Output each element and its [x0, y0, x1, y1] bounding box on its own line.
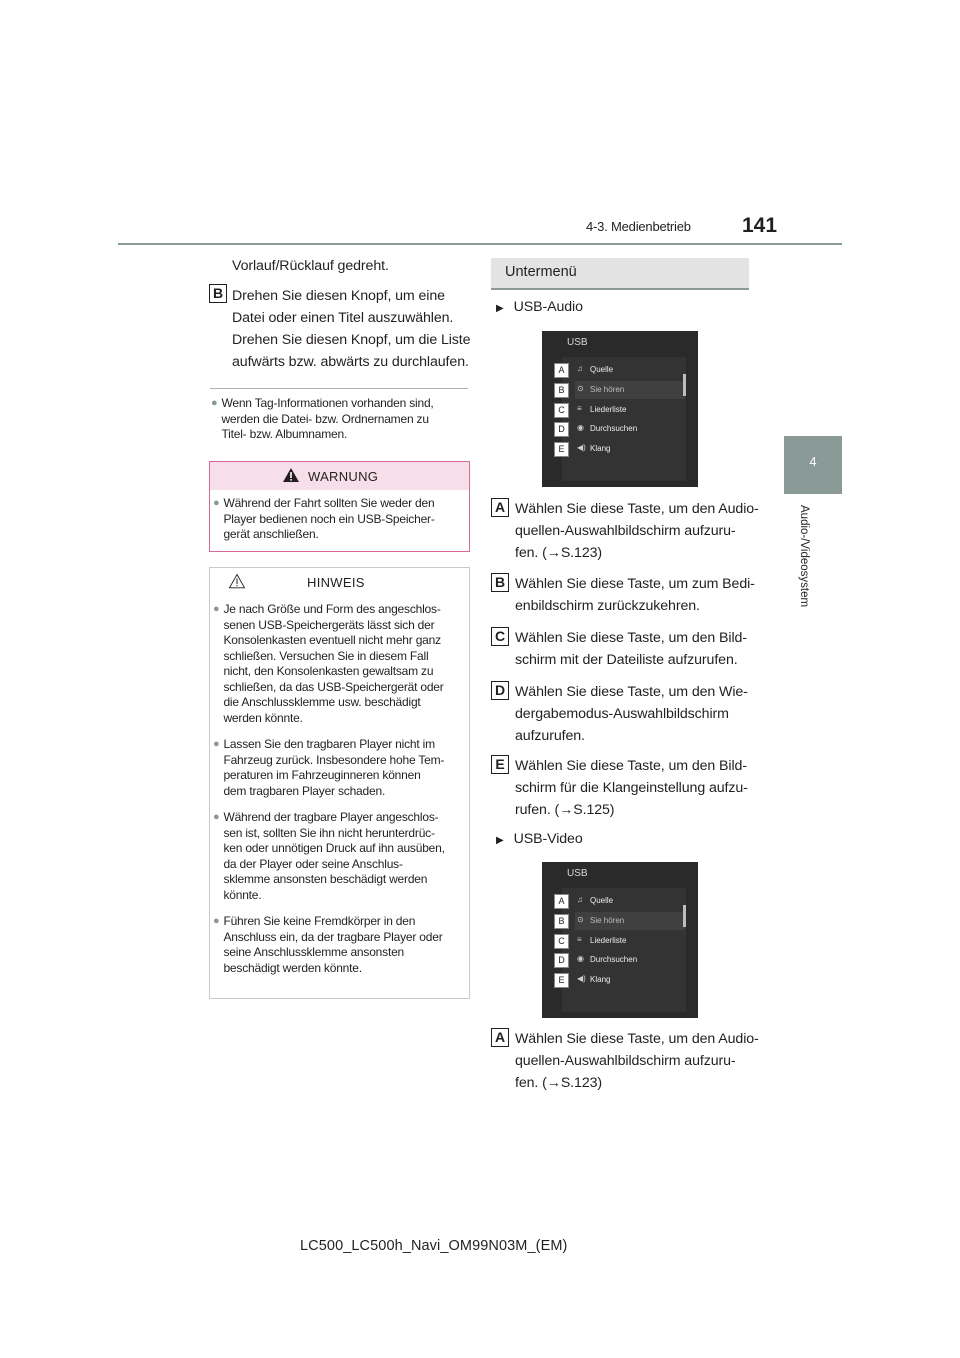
eye-icon: ◉	[577, 423, 584, 432]
screen-badge-e: E	[554, 442, 569, 457]
desc-line: schirm für die Klangeinstellung aufzu-	[515, 780, 748, 796]
hint-line: könnte.	[223, 887, 262, 902]
hint-line: die Anschlussklemme usw. beschädigt	[223, 695, 421, 709]
hint-line: Während der tragbare Player angeschlos-	[223, 810, 439, 824]
menu-item-liederliste[interactable]	[575, 401, 685, 419]
play-circle-icon: ⊙	[577, 384, 584, 393]
triangle-bullet-icon: ▶	[496, 835, 504, 846]
chapter-label	[798, 505, 814, 635]
chapter-tab	[784, 436, 842, 494]
speaker-icon: ◀)	[577, 974, 586, 983]
desc-line: Wählen Sie diese Taste, um zum Bedi-	[515, 576, 755, 592]
hint-line: schließen, da das USB-Speichergerät oder	[223, 679, 444, 694]
desc-a	[515, 498, 759, 564]
hint-line: schließen. Versuchen Sie in diesem Fall	[223, 648, 429, 663]
hint-line: Je nach Größe und Form des angeschlos-	[223, 602, 441, 616]
hint-text	[213, 602, 465, 976]
warning-triangle-icon	[282, 467, 300, 483]
menu-item-sie-hoeren[interactable]	[575, 912, 685, 930]
menu-item-durchsuchen[interactable]	[575, 420, 685, 438]
screen-title: USB	[567, 337, 588, 348]
list-icon: ≡	[577, 935, 582, 944]
source-icon: ♫	[577, 895, 583, 904]
play-circle-icon: ⊙	[577, 915, 584, 924]
menu-item-sie-hoeren[interactable]	[575, 381, 685, 399]
screen-badge-e: E	[554, 973, 569, 988]
hint-line: peraturen im Fahrzeuginneren können	[223, 768, 421, 782]
desc-d	[515, 681, 748, 747]
hint-line: Lassen Sie den tragbaren Player nicht im	[223, 737, 435, 751]
b-line: Drehen Sie diesen Knopf, um eine	[232, 288, 445, 304]
hint-box	[209, 567, 470, 999]
screen-badge-a: A	[554, 363, 569, 378]
menu-item-label: Liederliste	[590, 405, 627, 414]
caution-triangle-outline-icon	[228, 573, 246, 589]
menu-item-label: Liederliste	[590, 936, 627, 945]
triangle-bullet-icon: ▶	[496, 303, 504, 314]
desc-line: aufzurufen.	[515, 728, 585, 744]
section-title: 4-3. Medienbetrieb	[586, 219, 691, 234]
hint-line: Konsolenkasten eventuell nicht mehr ganz	[223, 633, 441, 647]
bullet-icon: ●	[211, 397, 218, 409]
bullet-icon: ●	[213, 915, 220, 927]
desc-line: Wählen Sie diese Taste, um den Wie-	[515, 684, 748, 700]
menu-item-quelle[interactable]	[575, 361, 685, 379]
warning-header	[210, 462, 469, 490]
note-divider	[210, 388, 468, 389]
list-icon: ≡	[577, 404, 582, 413]
bullet-icon: ●	[213, 738, 220, 750]
menu-item-label: Durchsuchen	[590, 955, 638, 964]
speaker-icon: ◀)	[577, 443, 586, 452]
usb-video-label: USB-Video	[513, 831, 583, 847]
desc-line: dergabemodus-Auswahlbildschirm	[515, 706, 729, 722]
scrollbar[interactable]	[683, 905, 686, 927]
b-line: Drehen Sie diesen Knopf, um die Liste	[232, 332, 471, 348]
warning-line: gerät anschließen.	[223, 527, 319, 541]
label-badge-a: A	[491, 1028, 509, 1047]
hint-line: sen ist, sollten Sie ihn nicht herunterdrüc-	[223, 825, 435, 840]
label-badge-d: D	[491, 681, 509, 700]
usb-audio-label: USB-Audio	[513, 299, 583, 315]
page-number: 141	[742, 214, 778, 237]
submenu-heading	[491, 258, 749, 290]
label-badge-c: C	[491, 627, 509, 646]
desc-line: Wählen Sie diese Taste, um den Bild-	[515, 758, 747, 774]
source-icon: ♫	[577, 364, 583, 373]
b-description	[232, 285, 470, 373]
desc-line: Wählen Sie diese Taste, um den Audio-	[515, 1031, 759, 1047]
screen-badge-b: B	[554, 914, 569, 929]
menu-item-label: Quelle	[590, 365, 614, 374]
desc-line: enbildschirm zurückzukehren.	[515, 598, 700, 614]
usb-video-heading	[496, 828, 583, 852]
usb-video-screenshot	[542, 862, 698, 1018]
warning-title: WARNUNG	[308, 469, 379, 484]
desc-line: schirm mit der Dateiliste aufzurufen.	[515, 652, 738, 668]
menu-item-label: Durchsuchen	[590, 424, 638, 433]
hint-line: werden könnte.	[223, 710, 303, 725]
desc-line: Wählen Sie diese Taste, um den Audio-	[515, 501, 759, 517]
menu-item-liederliste[interactable]	[575, 932, 685, 950]
desc-b	[515, 573, 755, 617]
note-line: Wenn Tag-Informationen vorhanden sind,	[221, 396, 434, 410]
usb-audio-heading	[496, 296, 583, 320]
desc-line: rufen. (→S.125)	[515, 802, 615, 818]
scrollbar[interactable]	[683, 374, 686, 396]
header-rule	[118, 243, 842, 245]
bullet-icon: ●	[213, 811, 220, 823]
hint-line: ken oder unnötigen Druck auf ihn ausüben,	[223, 841, 445, 855]
bullet-icon: ●	[213, 603, 220, 615]
label-badge-e: E	[491, 755, 509, 774]
usb-audio-screenshot	[542, 331, 698, 487]
hint-line: nicht, den Konsolenkasten gewaltsam zu	[223, 664, 434, 678]
warning-box	[209, 461, 470, 552]
menu-item-label: Sie hören	[590, 916, 625, 925]
hint-line: Fahrzeug zurück. Insbesondere hohe Tem-	[223, 752, 445, 767]
screen-title: USB	[567, 868, 588, 879]
hint-line: beschädigt werden könnte.	[223, 960, 362, 975]
desc-e	[515, 755, 748, 821]
info-note	[211, 396, 461, 443]
desc-line: quellen-Auswahlbildschirm aufzuru-	[515, 523, 736, 539]
desc-line: fen. (→S.123)	[515, 545, 603, 561]
screen-badge-b: B	[554, 383, 569, 398]
paragraph-continuation: Vorlauf/Rücklauf gedreht.	[232, 258, 389, 274]
hint-title: HINWEIS	[307, 575, 365, 590]
bullet-icon: ●	[213, 497, 220, 509]
desc-line: fen. (→S.123)	[515, 1075, 603, 1091]
label-badge-b: B	[209, 284, 227, 303]
hint-line: Führen Sie keine Fremdkörper in den	[223, 914, 416, 928]
label-badge-b: B	[491, 573, 509, 592]
menu-item-label: Sie hören	[590, 385, 625, 394]
note-line: Titel- bzw. Albumnamen.	[221, 427, 348, 441]
menu-item-klang[interactable]	[575, 440, 685, 458]
screen-badge-d: D	[554, 953, 569, 968]
warning-line: Player bedienen noch ein USB-Speicher-	[223, 511, 435, 526]
desc-line: quellen-Auswahlbildschirm aufzuru-	[515, 1053, 736, 1069]
desc-c	[515, 627, 747, 671]
menu-item-klang[interactable]	[575, 971, 685, 989]
hint-line: da der Player oder seine Anschlus-	[223, 856, 403, 871]
eye-icon: ◉	[577, 954, 584, 963]
b-line: Datei oder einen Titel auszuwählen.	[232, 310, 454, 326]
screen-badge-d: D	[554, 422, 569, 437]
warning-line: Während der Fahrt sollten Sie weder den	[223, 496, 435, 510]
b-line: aufwärts bzw. abwärts zu durchlaufen.	[232, 354, 469, 370]
menu-item-durchsuchen[interactable]	[575, 951, 685, 969]
desc-video-a	[515, 1028, 759, 1094]
screen-badge-c: C	[554, 934, 569, 949]
hint-line: dem tragbaren Player schaden.	[223, 783, 386, 798]
chapter-number: 4	[809, 454, 817, 469]
submenu-title: Untermenü	[505, 264, 577, 280]
document-footer: LC500_LC500h_Navi_OM99N03M_(EM)	[300, 1238, 568, 1254]
note-line: werden die Datei- bzw. Ordnernamen zu	[221, 411, 429, 426]
hint-line: senen USB-Speichergeräts lässt sich der	[223, 617, 435, 632]
screen-badge-a: A	[554, 894, 569, 909]
warning-text	[213, 496, 465, 543]
hint-line: sklemme ansonsten beschädigt werden	[223, 872, 428, 886]
chapter-label-text: Audio-/Videosystem	[798, 505, 810, 608]
menu-item-label: Klang	[590, 975, 611, 984]
screen-badge-c: C	[554, 403, 569, 418]
hint-line: Anschluss ein, da der tragbare Player oder	[223, 929, 443, 944]
menu-item-label: Klang	[590, 444, 611, 453]
label-badge-a: A	[491, 498, 509, 517]
menu-item-quelle[interactable]	[575, 892, 685, 910]
menu-item-label: Quelle	[590, 896, 614, 905]
desc-line: Wählen Sie diese Taste, um den Bild-	[515, 630, 747, 646]
hint-line: seine Anschlussklemme ansonsten	[223, 945, 405, 959]
